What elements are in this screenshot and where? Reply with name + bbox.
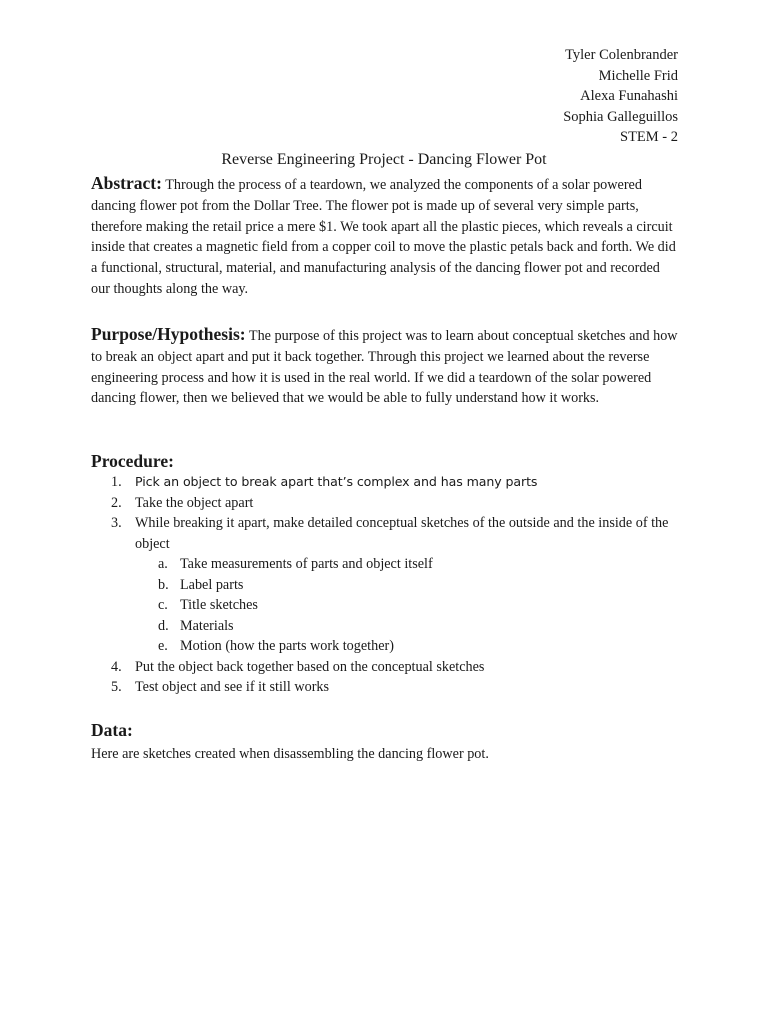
class-label: STEM - 2 [620, 129, 678, 146]
author-block [563, 45, 678, 148]
substep-text: Materials [180, 617, 234, 634]
step-text: Put the object back together based on the conceptual sketches [135, 658, 485, 675]
step-text: Take the object apart [135, 494, 254, 511]
substep-letter: d. [158, 617, 169, 634]
author-name: Alexa Funahashi [580, 88, 678, 105]
substep-letter: b. [158, 576, 169, 593]
substep-text: Take measurements of parts and object itself [180, 556, 433, 572]
step-text: Pick an object to break apart that’s complex and has many parts [135, 474, 538, 489]
purpose-body: The purpose of this project was to learn about conceptual sketches and how to break an object apart and put it back together. Through this project we learned about the reverse engineering process and how it is used in the real world. If we did a teardown of the solar powered dancing flower, then we believed that we would be able to fully understand how it works. [91, 328, 678, 407]
purpose-heading: Purpose/Hypothesis: [91, 324, 246, 344]
step-number: 3. [111, 515, 122, 531]
abstract-section [91, 173, 681, 300]
step-number: 1. [111, 474, 122, 490]
procedure-substep [91, 616, 681, 637]
procedure-step [91, 657, 681, 678]
author-name: Michelle Frid [598, 67, 678, 84]
procedure-step [91, 493, 681, 514]
document-title: Reverse Engineering Project - Dancing Flower Pot [221, 151, 547, 168]
step-number: 2. [111, 494, 122, 511]
procedure-list [91, 472, 681, 698]
substep-letter: c. [158, 597, 168, 613]
step-text: While breaking it apart, make detailed conceptual sketches of the outside and the inside of the object [135, 515, 669, 552]
procedure-step [91, 677, 681, 698]
substep-text: Motion (how the parts work together) [180, 638, 394, 654]
step-text: Test object and see if it still works [135, 679, 330, 695]
procedure-substep [91, 636, 681, 657]
abstract-heading: Abstract: [91, 173, 162, 193]
procedure-step [91, 513, 681, 554]
data-body: Here are sketches created when disassembling the dancing flower pot. [91, 746, 489, 762]
substep-letter: a. [158, 556, 168, 572]
substep-letter: e. [158, 638, 168, 654]
author-name: Tyler Colenbrander [565, 47, 678, 63]
abstract-body: Through the process of a teardown, we analyzed the components of a solar powered dancing flower pot from the Dollar Tree. The flower pot is made up of several very simple parts, therefore making the retail price a mere $1. We took apart all the plastic pieces, which reveals a circuit inside that creates a magnetic field from a copper coil to move the plastic petals back and forth. We did a functional, structural, material, and manufacturing analysis of the dancing flower pot and recorded our thoughts along the way. [91, 177, 676, 297]
substep-text: Label parts [180, 576, 244, 593]
substep-text: Title sketches [180, 597, 258, 613]
purpose-section [91, 324, 681, 409]
procedure-heading: Procedure: [91, 451, 174, 471]
author-name: Sophia Galleguillos [563, 108, 678, 125]
procedure-substep [91, 595, 681, 616]
step-number: 4. [111, 658, 122, 675]
procedure-substep [91, 575, 681, 596]
procedure-substep [91, 554, 681, 575]
step-number: 5. [111, 679, 122, 695]
procedure-step [91, 472, 681, 493]
data-heading: Data: [91, 720, 133, 740]
